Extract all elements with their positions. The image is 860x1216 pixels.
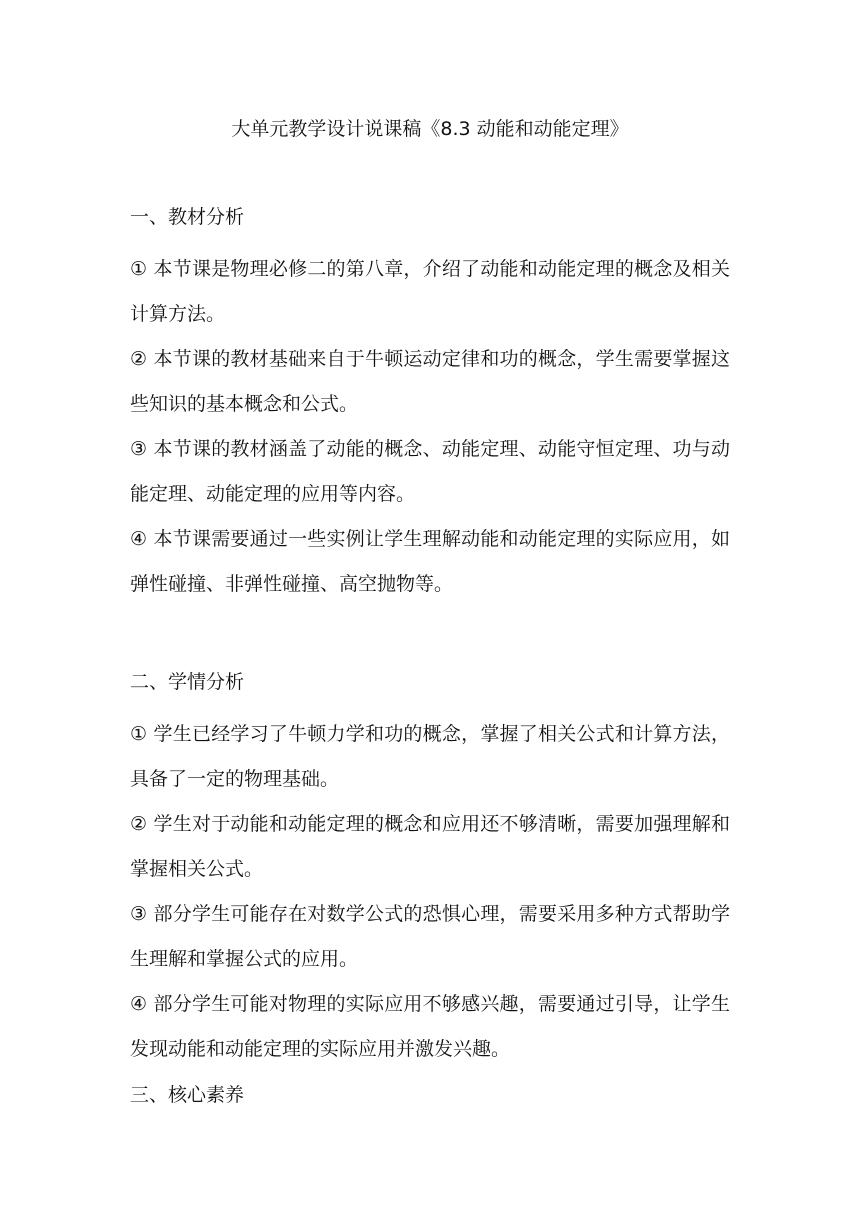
paragraph-student-2: ② 学生对于动能和动能定理的概念和应用还不够清晰，需要加强理解和掌握相关公式。 [130,813,730,880]
paragraph-textbook-2: ② 本节课的教材基础来自于牛顿运动定律和功的概念，学生需要掌握这些知识的基本概念和公式。 [130,348,730,415]
paragraph-student-1: ① 学生已经学习了牛顿力学和功的概念，掌握了相关公式和计算方法，具备了一定的物理基础。 [130,723,730,790]
paragraph-student-3: ③ 部分学生可能存在对数学公式的恐惧心理，需要采用多种方式帮助学生理解和掌握公式的应用。 [130,903,730,970]
paragraph-textbook-4: ④ 本节课需要通过一些实例让学生理解动能和动能定理的实际应用，如弹性碰撞、非弹性碰撞、高空抛物等。 [130,528,730,595]
document-body [130,202,730,1110]
paragraph-textbook-1: ① 本节课是物理必修二的第八章，介绍了动能和动能定理的概念及相关计算方法。 [130,258,730,325]
section-heading-core-literacy: 三、核心素养 [130,1084,245,1106]
paragraph-textbook-3: ③ 本节课的教材涵盖了动能的概念、动能定理、动能守恒定理、功与动能定理、动能定理的应用等内容。 [130,438,730,505]
document-title: 大单元教学设计说课稿《8.3 动能和动能定理》 [231,118,629,140]
section-heading-textbook-analysis: 一、教材分析 [130,206,245,228]
section-heading-student-analysis: 二、学情分析 [130,671,245,693]
paragraph-student-4: ④ 部分学生可能对物理的实际应用不够感兴趣，需要通过引导，让学生发现动能和动能定理的实际应用并激发兴趣。 [130,993,730,1060]
